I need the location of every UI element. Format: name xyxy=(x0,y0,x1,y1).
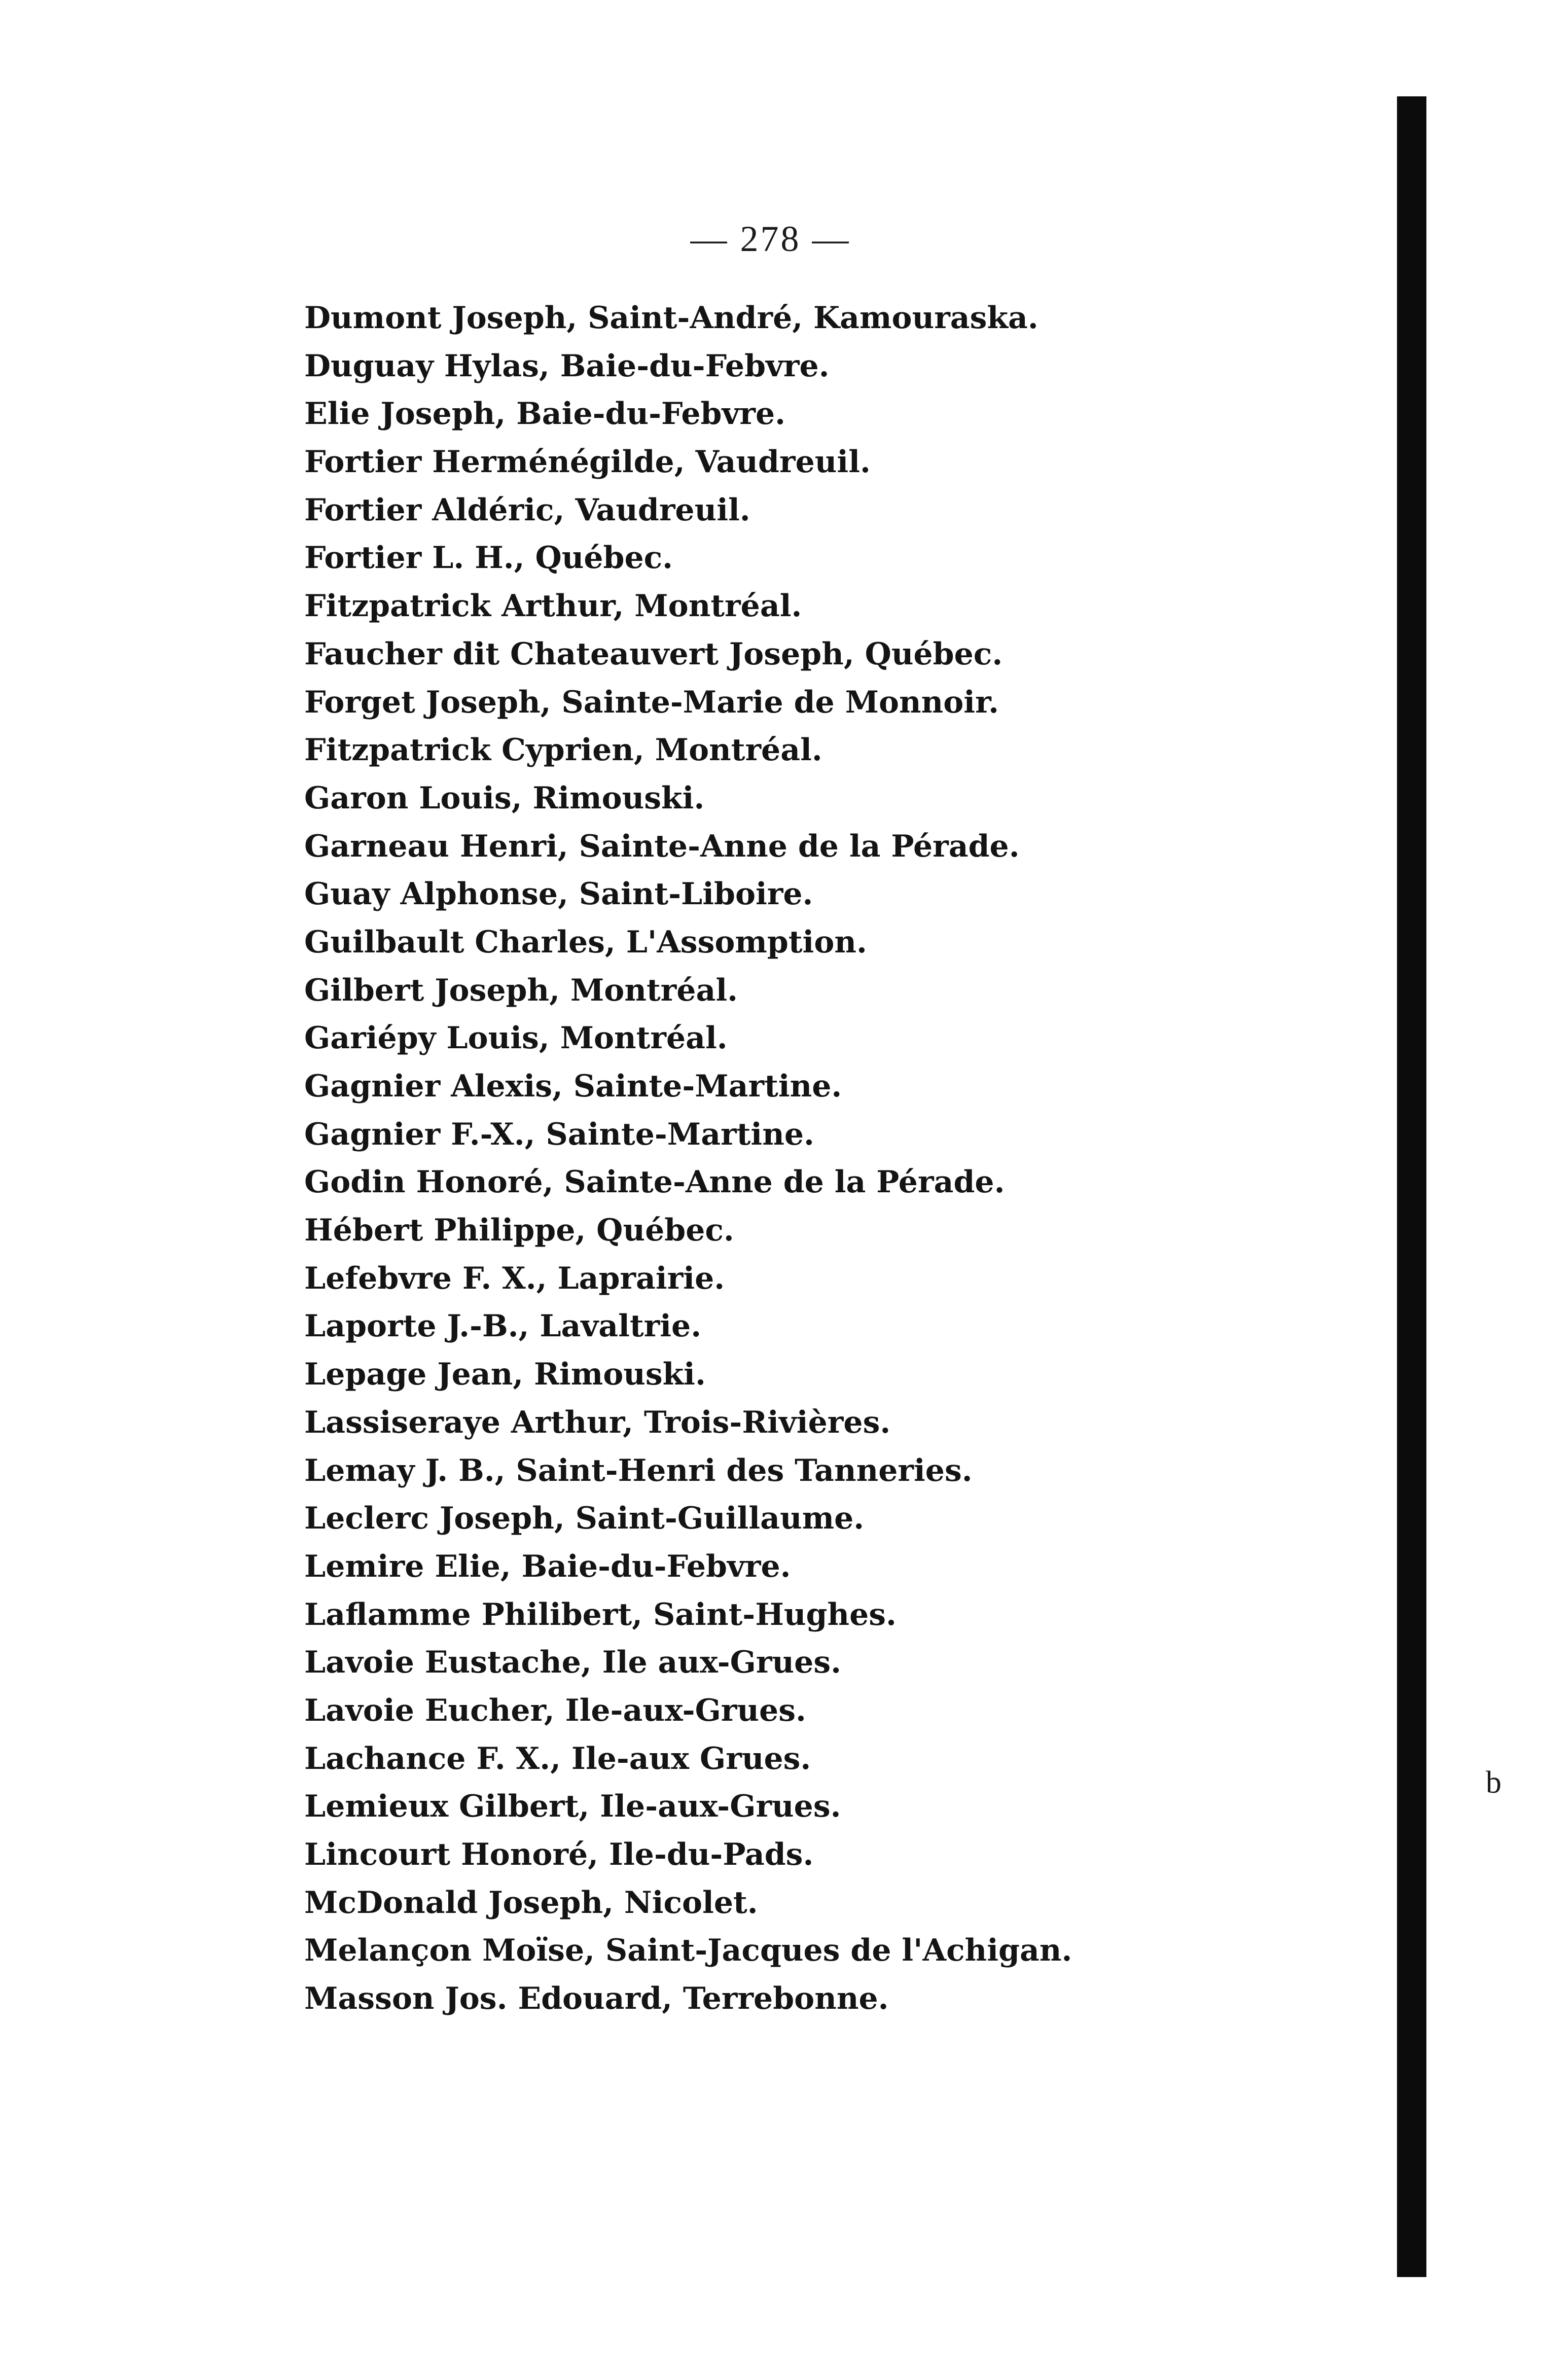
list-item: McDonald Joseph, Nicolet. xyxy=(304,1885,758,1921)
list-item: Gariépy Louis, Montréal. xyxy=(304,1020,728,1056)
name-list xyxy=(304,294,1166,2023)
list-item: Lemieux Gilbert, Ile-aux-Grues. xyxy=(304,1789,841,1825)
list-item: Fitzpatrick Arthur, Montréal. xyxy=(304,588,802,624)
list-item: Fitzpatrick Cyprien, Montréal. xyxy=(304,732,822,768)
list-item: Lefebvre F. X., Laprairie. xyxy=(304,1260,725,1296)
list-item: Godin Honoré, Sainte-Anne de la Pérade. xyxy=(304,1164,1005,1200)
binding-edge xyxy=(1397,96,1426,2277)
list-item: Melançon Moïse, Saint-Jacques de l'Achigan. xyxy=(304,1933,1072,1969)
list-item: Duguay Hylas, Baie-du-Febvre. xyxy=(304,348,830,384)
list-item: Gagnier F.-X., Sainte-Martine. xyxy=(304,1116,814,1152)
page-number: — 278 — xyxy=(690,219,851,259)
list-item: Lemire Elie, Baie-du-Febvre. xyxy=(304,1548,791,1584)
list-item: Dumont Joseph, Saint-André, Kamouraska. xyxy=(304,300,1038,336)
list-item: Forget Joseph, Sainte-Marie de Monnoir. xyxy=(304,684,999,720)
list-item: Hébert Philippe, Québec. xyxy=(304,1213,734,1249)
list-item: Lepage Jean, Rimouski. xyxy=(304,1357,706,1393)
list-item: Guay Alphonse, Saint-Liboire. xyxy=(304,876,813,912)
list-item: Lavoie Eustache, Ile aux-Grues. xyxy=(304,1645,841,1681)
list-item: Laporte J.-B., Lavaltrie. xyxy=(304,1308,702,1344)
list-item: Gilbert Joseph, Montréal. xyxy=(304,972,738,1008)
list-item: Lemay J. B., Saint-Henri des Tanneries. xyxy=(304,1452,973,1488)
list-item: Gagnier Alexis, Sainte-Martine. xyxy=(304,1069,842,1104)
list-item: Fortier Herménégilde, Vaudreuil. xyxy=(304,444,871,480)
list-item: Fortier L. H., Québec. xyxy=(304,540,673,576)
list-item: Guilbault Charles, L'Assomption. xyxy=(304,924,867,960)
list-item: Lachance F. X., Ile-aux Grues. xyxy=(304,1740,811,1777)
list-item: Laflamme Philibert, Saint-Hughes. xyxy=(304,1596,897,1632)
list-item: Garneau Henri, Sainte-Anne de la Pérade. xyxy=(304,828,1020,864)
list-item: Faucher dit Chateauvert Joseph, Québec. xyxy=(304,636,1003,672)
margin-letter: b xyxy=(1486,1765,1501,1800)
list-item: Lavoie Eucher, Ile-aux-Grues. xyxy=(304,1692,806,1728)
list-item: Leclerc Joseph, Saint-Guillaume. xyxy=(304,1501,865,1537)
list-item: Fortier Aldéric, Vaudreuil. xyxy=(304,492,750,528)
list-item: Elie Joseph, Baie-du-Febvre. xyxy=(304,396,786,432)
list-item: Lassiseraye Arthur, Trois-Rivières. xyxy=(304,1404,891,1440)
list-item: Garon Louis, Rimouski. xyxy=(304,780,705,816)
list-item: Masson Jos. Edouard, Terrebonne. xyxy=(304,1981,889,2017)
list-item: Lincourt Honoré, Ile-du-Pads. xyxy=(304,1837,814,1872)
